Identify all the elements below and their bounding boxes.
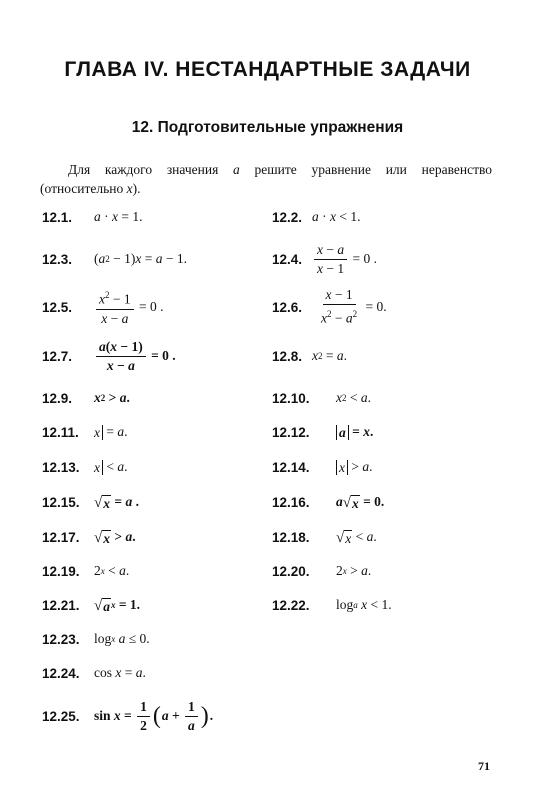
intro-text: Для каждого значения a решите уравнение или неравенство (относительно x). [40, 162, 492, 196]
problem-expression: a · x = 1. [94, 209, 143, 224]
problem-expression: $\frac{x - a}{x - 1}$ = 0 . [312, 242, 377, 277]
problem-expression: √ x < a . [336, 529, 377, 546]
problem-12-2: 12.2. a · x < 1. [272, 209, 361, 225]
problem-expression: x < a . [94, 459, 128, 475]
problem-12-17: 12.17. √ x > a . [42, 529, 136, 546]
problem-expression: x = a . [94, 424, 128, 440]
problem-expression: x 2 = a . [312, 348, 347, 363]
problem-expression: x 2 < a . [336, 390, 371, 405]
problem-12-23: 12.23. log x a ≤ 0. [42, 631, 150, 647]
problem-expression: log a x < 1. [336, 597, 392, 612]
problem-expression: $\frac{a(x - 1)}{x - a}$ = 0 . [94, 339, 176, 374]
problem-12-16: 12.16. a √ x = 0. [272, 494, 385, 511]
problem-expression: a √ x = 0. [336, 494, 385, 511]
problem-expression: √ x = a . [94, 494, 139, 511]
problem-12-22: 12.22. log a x < 1. [272, 597, 392, 613]
problem-expression: $\frac{x - 1}{x^2 - a^2}$ = 0. [321, 287, 387, 326]
problem-12-21: 12.21. √ a x = 1. [42, 597, 141, 614]
problem-expression: cos x = a . [94, 665, 146, 680]
problem-12-25: 12.25. sin x = $\frac{1}{2}$ ( a + $\frac{1}{a}$ ) . [42, 698, 214, 733]
problem-12-14: 12.14. x > a . [272, 459, 373, 475]
problem-expression: a = x . [336, 424, 373, 440]
problem-12-5: 12.5. $\frac{x^2 - 1}{x - a}$ = 0 . [42, 287, 164, 327]
problem-expression: 2 x < a . [94, 563, 130, 578]
problem-12-20: 12.20. 2 x > a . [272, 563, 372, 579]
problem-12-7: 12.7. $\frac{a(x - 1)}{x - a}$ = 0 . [42, 338, 176, 373]
problem-expression: ( a 2 − 1) x = a − 1. [94, 251, 187, 266]
problem-12-12: 12.12. a = x . [272, 424, 374, 440]
problem-12-24: 12.24. cos x = a . [42, 665, 146, 681]
problem-expression: x 2 > a . [94, 390, 130, 405]
problem-expression: 2 x > a . [336, 563, 372, 578]
problem-expression: log x a ≤ 0. [94, 631, 150, 646]
problem-12-1: 12.1. a · x = 1. [42, 209, 143, 225]
problem-12-6: 12.6. $\frac{x - 1}{x^2 - a^2}$ = 0. [272, 287, 387, 326]
problem-12-9: 12.9. x 2 > a . [42, 390, 130, 406]
problem-expression: sin x = $\frac{1}{2}$ ( a + $\frac{1}{a}$ ) . [94, 698, 214, 733]
problem-expression: √ a x = 1. [94, 597, 141, 614]
problem-12-4: 12.4. $\frac{x - a}{x - 1}$ = 0 . [272, 241, 377, 276]
problem-12-18: 12.18. √ x < a . [272, 529, 377, 546]
problem-12-15: 12.15. √ x = a . [42, 494, 139, 511]
page-number: 71 [478, 759, 490, 773]
problem-12-13: 12.13. x < a . [42, 459, 128, 475]
problem-12-3: 12.3. ( a 2 − 1) x = a − 1. [42, 251, 187, 267]
problem-12-10: 12.10. x 2 < a . [272, 390, 371, 406]
section-title: 12. Подготовительные упражнения [131, 119, 404, 136]
problem-expression: $\frac{x^2 - 1}{x - a}$ = 0 . [94, 287, 164, 327]
chapter-title: ГЛАВА IV. НЕСТАНДАРТНЫЕ ЗАДАЧИ [64, 58, 471, 81]
problem-expression: a · x < 1. [312, 209, 361, 224]
problem-expression: √ x > a . [94, 529, 136, 546]
problem-12-19: 12.19. 2 x < a . [42, 563, 130, 579]
problem-expression: x > a . [336, 459, 373, 475]
problem-12-8: 12.8. x 2 = a . [272, 348, 347, 364]
problem-12-11: 12.11. x = a . [42, 424, 128, 440]
